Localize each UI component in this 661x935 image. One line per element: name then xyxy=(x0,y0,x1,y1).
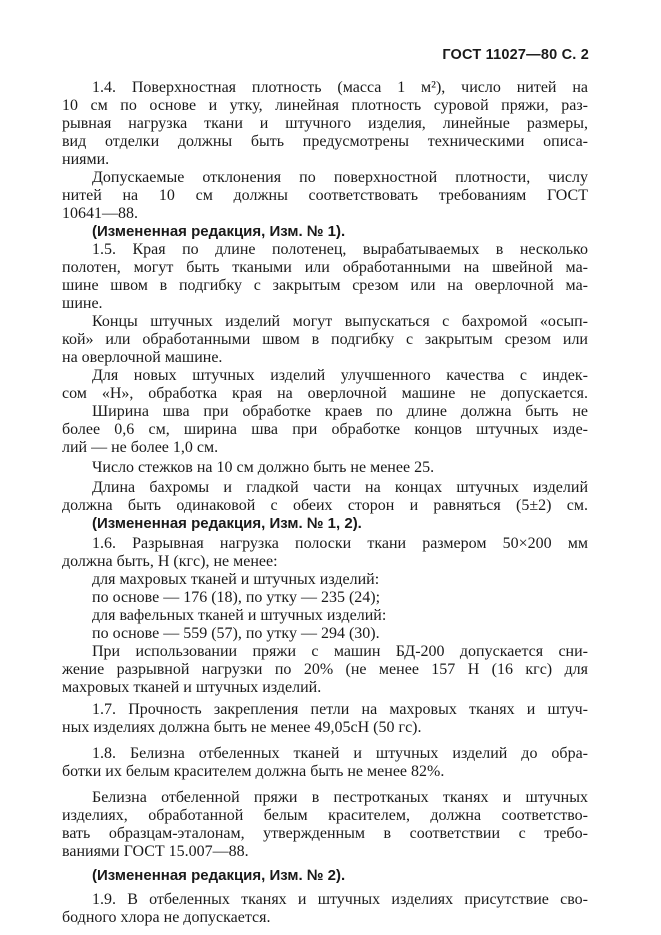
text-line: 1.5. Края по длине полотенец, вырабатываемых в несколько xyxy=(92,241,588,258)
text-line: бодного хлора не допускается. xyxy=(62,909,271,926)
text-line: полотен, могут быть ткаными или обработанными на швейной ма- xyxy=(62,259,588,276)
text-line: для вафельных тканей и штучных изделий: xyxy=(92,607,387,624)
text-line: 10641—88. xyxy=(62,205,138,222)
text-line: сом «Н», обработка края на оверлочной машине не допускается. xyxy=(62,385,588,402)
text-line: по основе — 559 (57), по утку — 294 (30). xyxy=(92,625,380,642)
text-line: для махровых тканей и штучных изделий: xyxy=(92,571,380,588)
text-line: 1.7. Прочность закрепления петли на махровых тканях и штуч- xyxy=(92,701,588,718)
text-line: кой» или обработанными швом в подгибку с закрытым срезом или xyxy=(62,331,588,348)
text-line: ваниями ГОСТ 15.007—88. xyxy=(62,843,249,860)
text-line: 1.6. Разрывная нагрузка полоски ткани размером 50×200 мм xyxy=(92,535,588,552)
text-line: на оверлочной машине. xyxy=(62,349,223,366)
text-line: жение разрывной нагрузки по 20% (не менее 157 Н (16 кгс) для xyxy=(62,661,588,678)
text-line: Длина бахромы и гладкой части на концах штучных изделий xyxy=(92,479,588,496)
text-line: ботки их белым красителем должна быть не менее 82%. xyxy=(62,763,445,780)
document-body xyxy=(62,79,588,927)
amendment-note: (Измененная редакция, Изм. № 1, 2). xyxy=(92,515,362,532)
text-line: 10 см по основе и утку, линейная плотность суровой пряжи, раз- xyxy=(62,97,588,114)
text-line: по основе — 176 (18), по утку — 235 (24); xyxy=(92,589,381,606)
text-line: рывная нагрузка ткани и штучного изделия, линейные размеры, xyxy=(62,115,588,132)
text-line: шине швом в подгибку с закрытым срезом или на оверлочной ма- xyxy=(62,277,588,294)
text-line: Допускаемые отклонения по поверхностной плотности, числу xyxy=(92,169,588,186)
text-line: При использовании пряжи с машин БД-200 допускается сни- xyxy=(92,643,588,660)
text-line: вид отделки должны быть предусмотрены техническими описа- xyxy=(62,133,588,150)
text-line: должна быть, Н (кгс), не менее: xyxy=(62,553,278,570)
text-line: 1.4. Поверхностная плотность (масса 1 м²), число нитей на xyxy=(92,79,588,96)
text-line: Число стежков на 10 см должно быть не менее 25. xyxy=(92,459,435,476)
text-line: ниями. xyxy=(62,151,110,168)
text-line: ных изделиях должна быть не менее 49,05сН (50 гс). xyxy=(62,719,422,736)
text-line: Ширина шва при обработке краев по длине должна быть не xyxy=(92,403,588,420)
text-line: махровых тканей и штучных изделий. xyxy=(62,679,322,696)
text-line: более 0,6 см, ширина шва при обработке концов штучных изде- xyxy=(62,421,588,438)
text-line: вать образцам-эталонам, утвержденным в соответствии с требо- xyxy=(62,825,588,842)
amendment-note: (Измененная редакция, Изм. № 1). xyxy=(92,223,346,240)
text-line: должна быть одинаковой с обеих сторон и равняться (5±2) см. xyxy=(62,497,588,514)
page-header: ГОСТ 11027—80 С. 2 xyxy=(442,47,589,63)
text-line: 1.9. В отбеленных тканях и штучных изделиях присутствие сво- xyxy=(92,891,588,908)
text-line: нитей на 10 см должны соответствовать требованиям ГОСТ xyxy=(62,187,588,204)
text-line: шине. xyxy=(62,295,103,312)
text-line: 1.8. Белизна отбеленных тканей и штучных изделий до обра- xyxy=(92,745,588,762)
text-line: Концы штучных изделий могут выпускаться с бахромой «осып- xyxy=(92,313,588,330)
text-line: изделиях, обработанной белым красителем, должна соответство- xyxy=(62,807,588,824)
amendment-note: (Измененная редакция, Изм. № 2). xyxy=(92,867,346,884)
text-line: Для новых штучных изделий улучшенного качества с индек- xyxy=(92,367,588,384)
text-line: Белизна отбеленной пряжи в пестротканых тканях и штучных xyxy=(92,789,588,806)
text-line: лий — не более 1,0 см. xyxy=(62,439,219,456)
